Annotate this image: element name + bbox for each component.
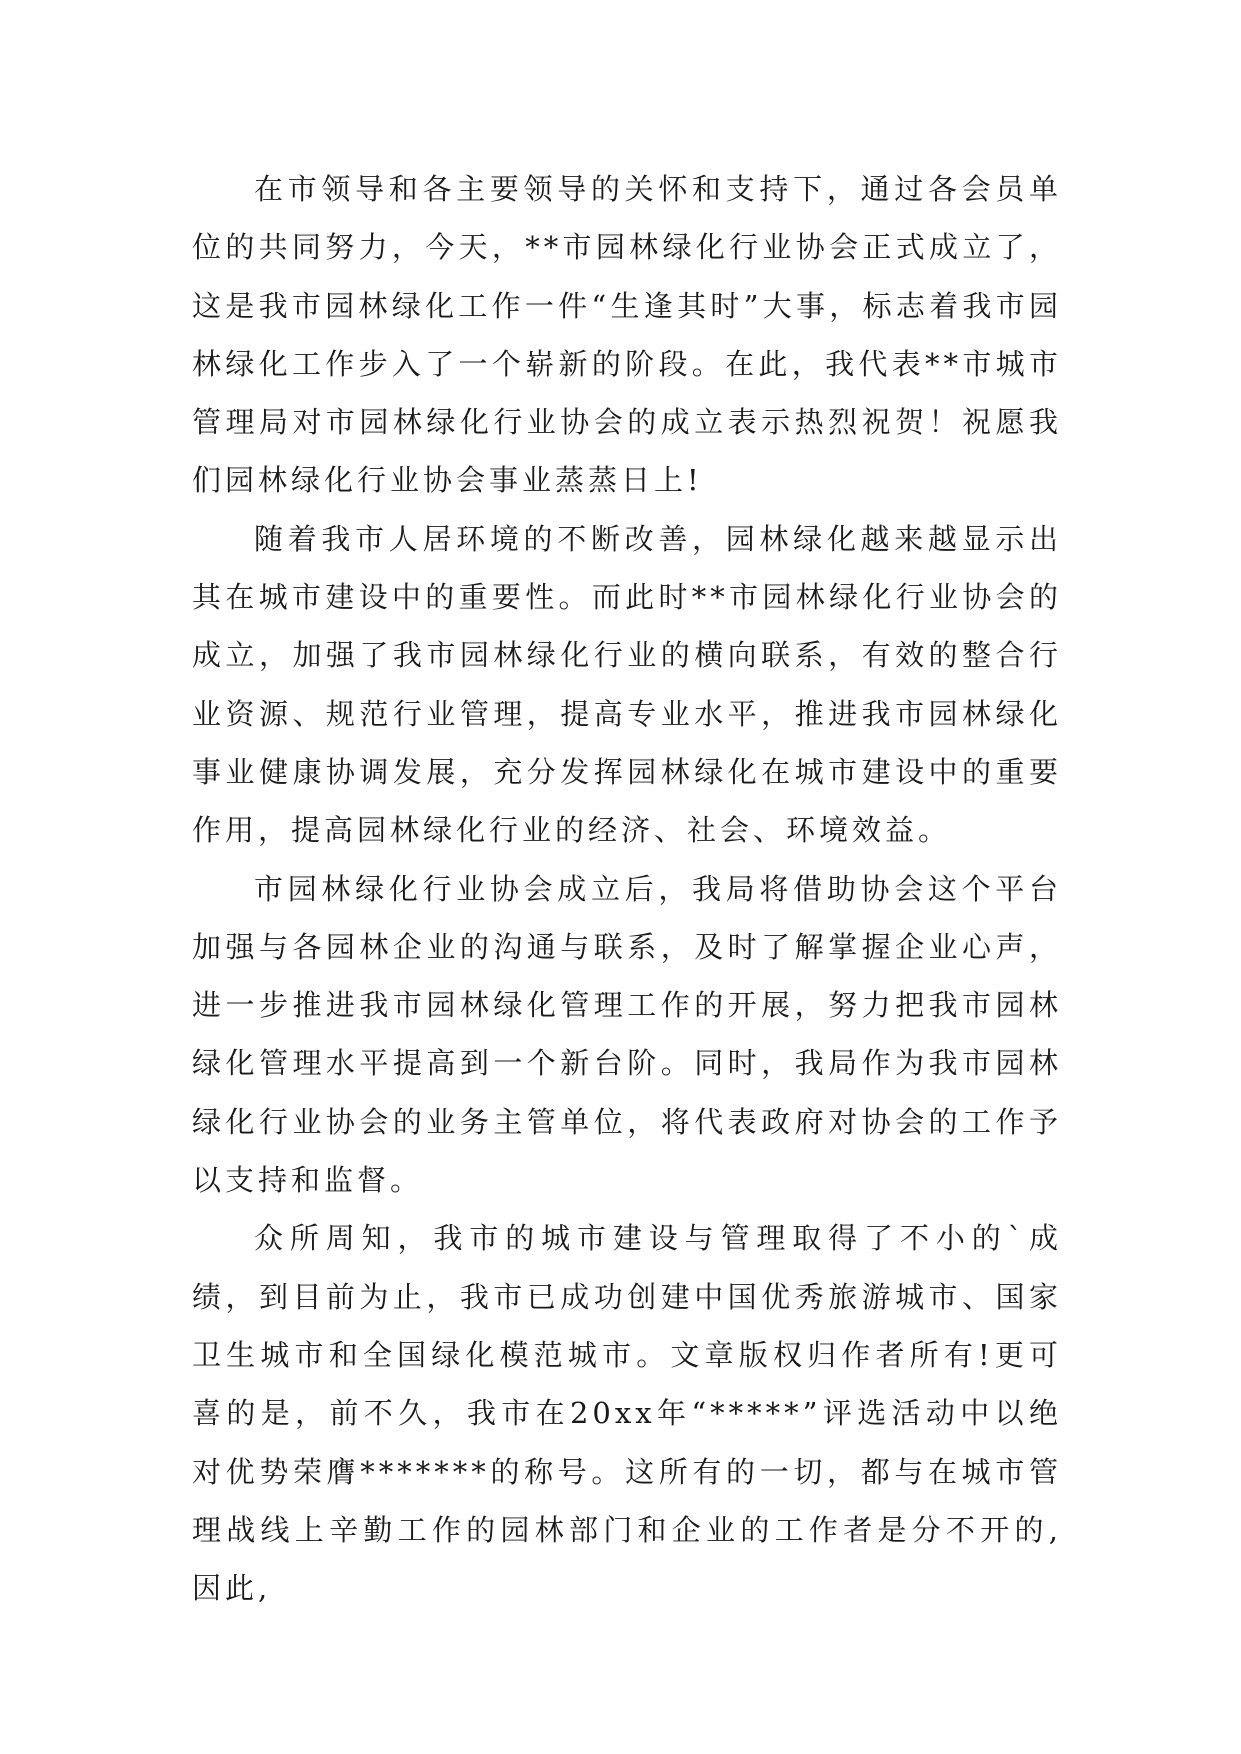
document-body <box>192 160 1062 1617</box>
paragraph-4: 众所周知，我市的城市建设与管理取得了不小的`成绩，到目前为止，我市已成功创建中国优秀旅游城市、国家卫生城市和全国绿化模范城市。文章版权归作者所有!更可喜的是，前不久，我市在20xx年“*****”评选活动中以绝对优势荣膺*******的称号。这所有的一切，都与在城市管理战线上辛勤工作的园林部门和企业的工作者是分不开的,因此, <box>192 1221 1062 1606</box>
paragraph-3: 市园林绿化行业协会成立后，我局将借助协会这个平台加强与各园林企业的沟通与联系，及时了解掌握企业心声，进一步推进我市园林绿化管理工作的开展，努力把我市园林绿化管理水平提高到一个新台阶。同时，我局作为我市园林绿化行业协会的业务主管单位，将代表政府对协会的工作予以支持和监督。 <box>192 871 1062 1198</box>
paragraph-2: 随着我市人居环境的不断改善，园林绿化越来越显示出其在城市建设中的重要性。而此时**市园林绿化行业协会的成立，加强了我市园林绿化行业的横向联系，有效的整合行业资源、规范行业管理，提高专业水平，推进我市园林绿化事业健康协调发展，充分发挥园林绿化在城市建设中的重要作用，提高园林绿化行业的经济、社会、环境效益。 <box>192 521 1062 848</box>
paragraph-1: 在市领导和各主要领导的关怀和支持下，通过各会员单位的共同努力，今天，**市园林绿化行业协会正式成立了，这是我市园林绿化工作一件“生逢其时”大事，标志着我市园林绿化工作步入了一个崭新的阶段。在此，我代表**市城市管理局对市园林绿化行业协会的成立表示热烈祝贺！祝愿我们园林绿化行业协会事业蒸蒸日上! <box>192 172 1062 498</box>
